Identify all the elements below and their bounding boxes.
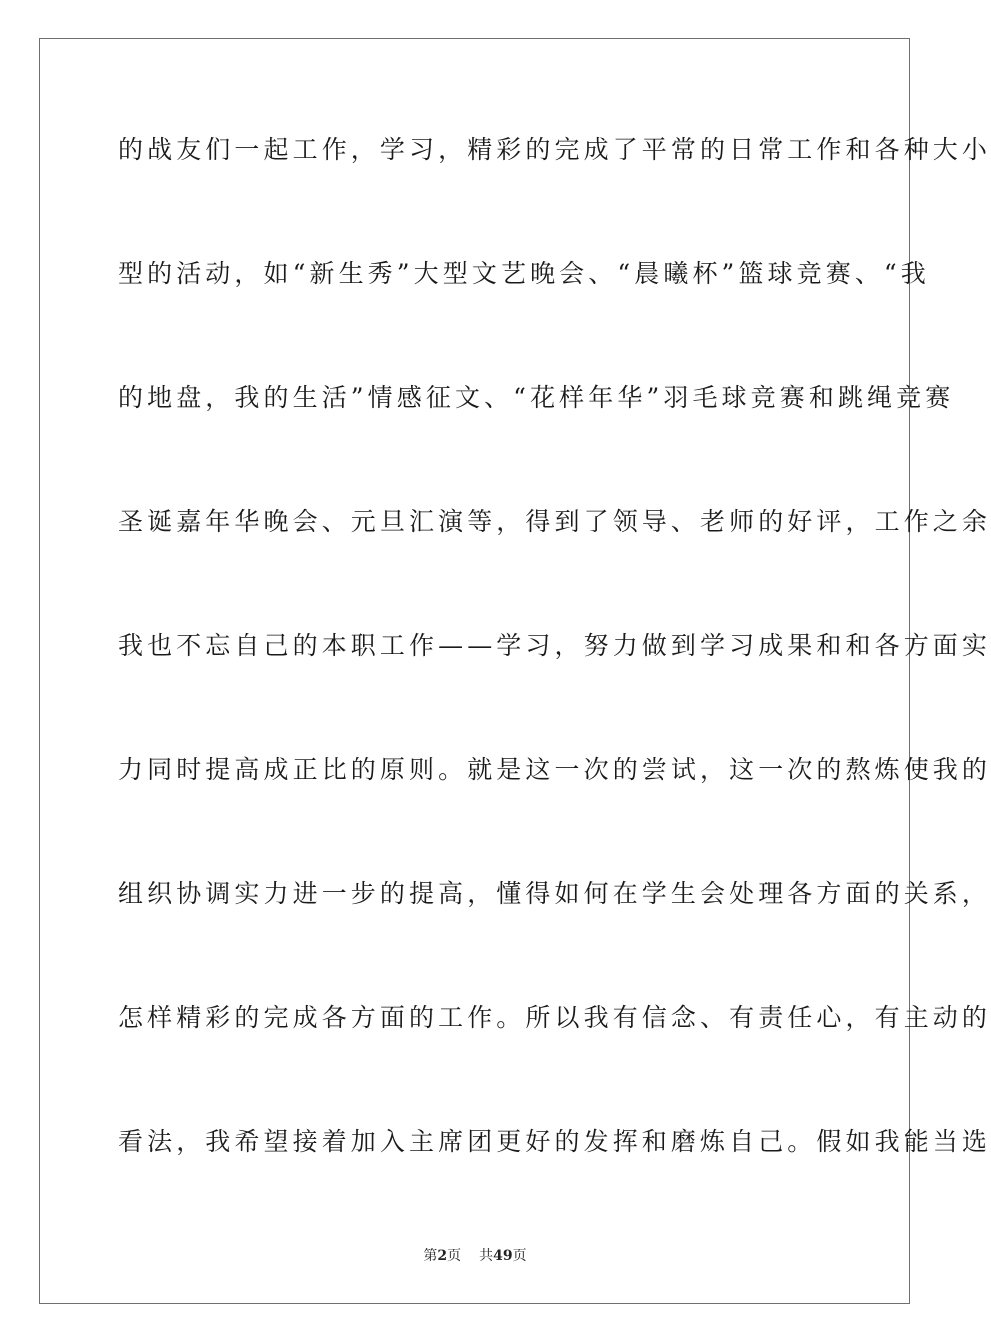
page-number: 2	[437, 1248, 448, 1264]
body-text-line: 的地盘，我的生活”情感征文、“花样年华”羽毛球竞赛和跳绳竞赛	[118, 383, 955, 412]
body-text-line: 我也不忘自己的本职工作——学习，努力做到学习成果和和各方面实	[118, 631, 991, 660]
total-prefix: 共	[479, 1248, 494, 1264]
page-footer	[0, 1247, 950, 1265]
page-suffix: 页	[447, 1248, 462, 1264]
body-text-line: 组织协调实力进一步的提高，懂得如何在学生会处理各方面的关系，	[118, 879, 991, 908]
total-pages: 49	[493, 1248, 513, 1264]
body-text-line: 看法，我希望接着加入主席团更好的发挥和磨炼自己。假如我能当选	[118, 1127, 991, 1156]
body-text-line: 力同时提高成正比的原则。就是这一次的尝试，这一次的熬炼使我的	[118, 755, 991, 784]
page-prefix: 第	[423, 1248, 438, 1264]
body-text-line: 圣诞嘉年华晚会、元旦汇演等，得到了领导、老师的好评，工作之余	[118, 507, 991, 536]
total-suffix: 页	[512, 1248, 527, 1264]
page-border	[39, 38, 991, 1304]
body-text-line: 的战友们一起工作，学习，精彩的完成了平常的日常工作和各种大小	[118, 135, 991, 164]
body-text-line: 型的活动，如“新生秀”大型文艺晚会、“晨曦杯”篮球竞赛、“我	[118, 259, 930, 288]
body-text-line: 怎样精彩的完成各方面的工作。所以我有信念、有责任心，有主动的	[118, 1003, 991, 1032]
